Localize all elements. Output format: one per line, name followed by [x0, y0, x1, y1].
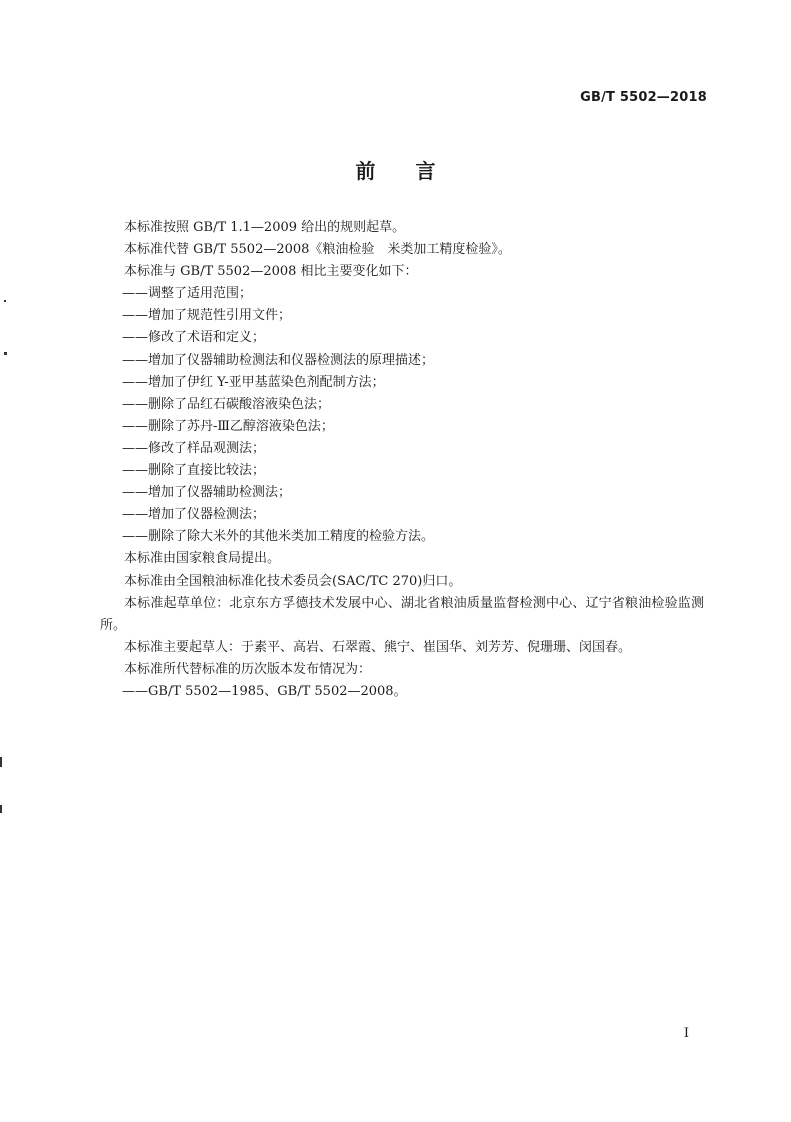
change-list-item: ——修改了术语和定义；: [122, 330, 266, 346]
change-list-item: ——增加了规范性引用文件；: [122, 308, 292, 324]
change-list-item: ——删除了品红石碳酸溶液染色法；: [122, 396, 331, 412]
paragraph: 本标准由全国粮油标准化技术委员会(SAC/TC 270)归口。: [124, 573, 462, 589]
page-number: I: [683, 1026, 689, 1041]
change-list-item: ——增加了仪器辅助检测法；: [122, 485, 292, 501]
paragraph: 本标准由国家粮食局提出。: [124, 551, 281, 567]
change-list-item: ——删除了直接比较法；: [122, 463, 266, 479]
paragraph: 本标准与 GB/T 5502—2008 相比主要变化如下：: [124, 264, 418, 280]
change-list-item: ——增加了仪器检测法；: [122, 507, 266, 523]
scan-mark: [4, 300, 6, 302]
change-list-item: ——删除了苏丹-Ⅲ乙醇溶液染色法；: [122, 418, 334, 434]
change-list-item: ——增加了仪器辅助检测法和仪器检测法的原理描述；: [122, 352, 435, 368]
standard-code: GB/T 5502—2018: [580, 90, 707, 105]
change-list-item: ——删除了除大米外的其他米类加工精度的检验方法。: [122, 529, 435, 545]
foreword-body: [100, 217, 704, 703]
scan-mark: [0, 805, 2, 813]
scan-mark: [0, 757, 2, 767]
change-list-item: ——调整了适用范围；: [122, 286, 253, 302]
change-list-item: ——增加了伊红 Y-亚甲基蓝染色剂配制方法；: [122, 374, 385, 390]
paragraph: 本标准主要起草人：于素平、高岩、石翠霞、熊宁、崔国华、刘芳芳、倪珊珊、闵国春。: [124, 639, 632, 655]
version-list-item: ——GB/T 5502—1985、GB/T 5502—2008。: [122, 683, 407, 699]
paragraph: 本标准代替 GB/T 5502—2008《粮油检验 米类加工精度检验》。: [124, 242, 511, 258]
paragraph: 本标准按照 GB/T 1.1—2009 给出的规则起草。: [124, 220, 406, 235]
change-list-item: ——修改了样品观测法；: [122, 440, 266, 456]
paragraph: 本标准所代替标准的历次版本发布情况为：: [124, 661, 372, 677]
paragraph: 本标准起草单位：北京东方孚德技术发展中心、湖北省粮油质量监督检测中心、辽宁省粮油检验监测所。: [100, 595, 704, 633]
page-title: 前言: [355, 159, 476, 183]
scan-mark: [4, 352, 7, 355]
